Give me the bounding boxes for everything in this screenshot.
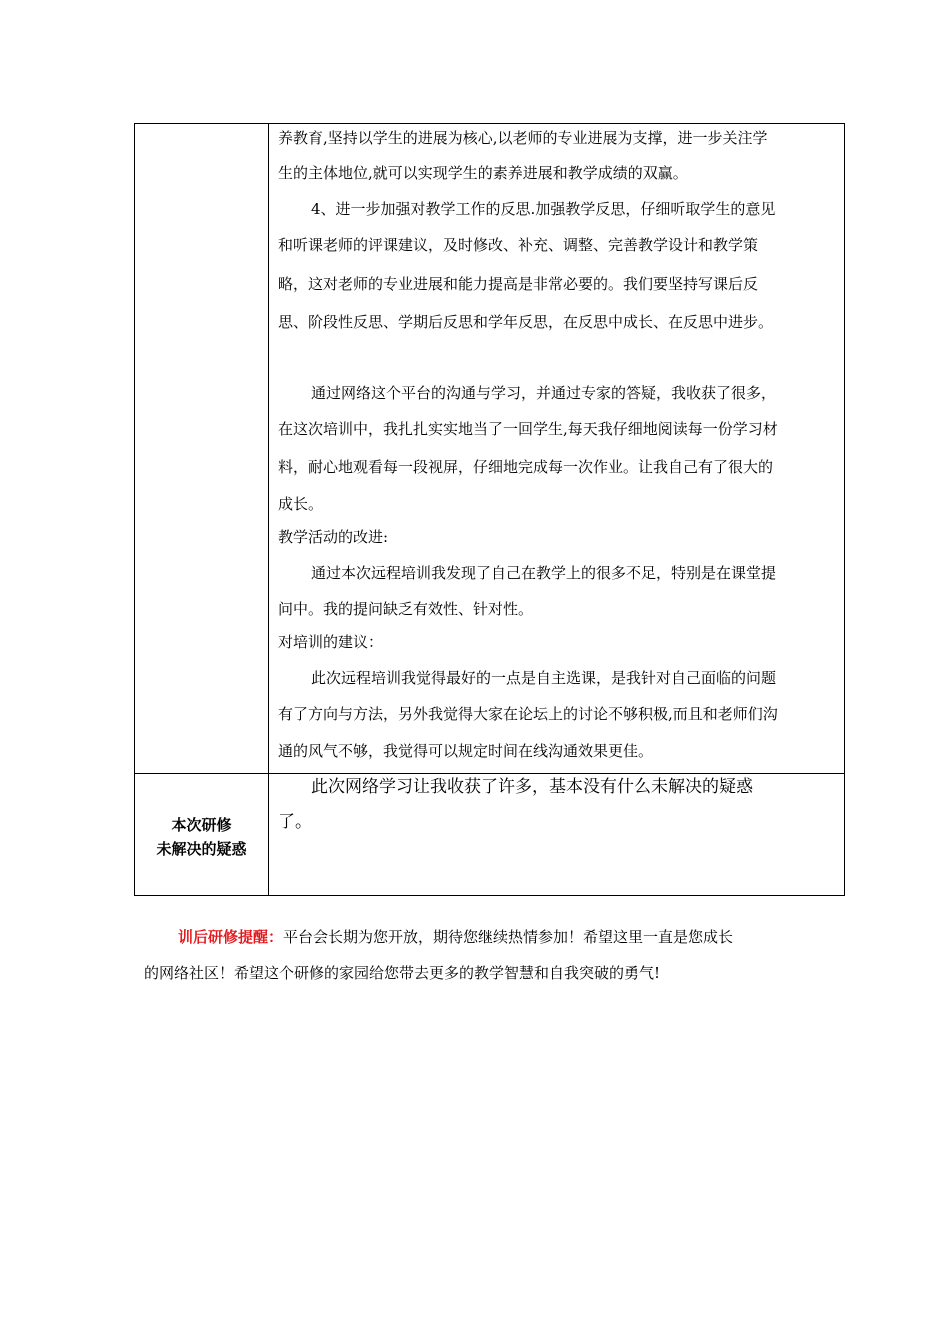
text-line: 通过本次远程培训我发现了自己在教学上的很多不足，特别是在课堂提 xyxy=(311,564,777,582)
section-heading: 教学活动的改进: xyxy=(278,528,389,546)
reminder-text: 平台会长期为您开放，期待您继续热情参加！希望这里一直是您成长 xyxy=(283,928,734,946)
text-line: 问中。我的提问缺乏有效性、针对性。 xyxy=(278,600,534,618)
text-line: 和听课老师的评课建议，及时修改、补充、调整、完善教学设计和教学策 xyxy=(278,236,759,254)
label-line: 本次研修 xyxy=(171,816,232,834)
text-line: 此次远程培训我觉得最好的一点是自主选课，是我针对自己面临的问题 xyxy=(311,669,777,687)
text-line: 在这次培训中，我扎扎实实地当了一回学生,每天我仔细地阅读每一份学习材 xyxy=(278,420,778,438)
text-line: 有了方向与方法，另外我觉得大家在论坛上的讨论不够积极,而且和老师们沟 xyxy=(278,705,778,723)
reminder-line: 的网络社区！希望这个研修的家园给您带去更多的教学智慧和自我突破的勇气! xyxy=(144,964,661,982)
text-line: 通过网络这个平台的沟通与学习，并通过专家的答疑，我收获了很多， xyxy=(311,384,777,402)
text-line: 略，这对老师的专业进展和能力提高是非常必要的。我们要坚持写课后反 xyxy=(278,275,759,293)
text-line: 思、阶段性反思、学期后反思和学年反思，在反思中成长、在反思中进步。 xyxy=(278,313,774,331)
answer-line: 此次网络学习让我收获了许多，基本没有什么未解决的疑惑 xyxy=(311,777,753,797)
answer-line: 了。 xyxy=(278,812,312,832)
text-line: 成长。 xyxy=(278,495,324,513)
text-line: 料，耐心地观看每一段视屏，仔细地完成每一次作业。让我自己有了很大的 xyxy=(278,458,774,476)
text-line: 养教育,坚持以学生的进展为核心,以老师的专业进展为支撑，进一步关注学 xyxy=(278,129,768,147)
reminder-lead: 训后研修提醒： xyxy=(178,928,284,946)
text-line: 4、进一步加强对教学工作的反思.加强教学反思，仔细听取学生的意见 xyxy=(311,200,776,218)
reminder-line xyxy=(178,926,733,947)
text-line: 生的主体地位,就可以实现学生的素养进展和教学成绩的双赢。 xyxy=(278,164,688,182)
section-heading: 对培训的建议： xyxy=(278,633,384,651)
label-line: 未解决的疑惑 xyxy=(156,840,247,858)
text-line: 通的风气不够，我觉得可以规定时间在线沟通效果更佳。 xyxy=(278,742,654,760)
